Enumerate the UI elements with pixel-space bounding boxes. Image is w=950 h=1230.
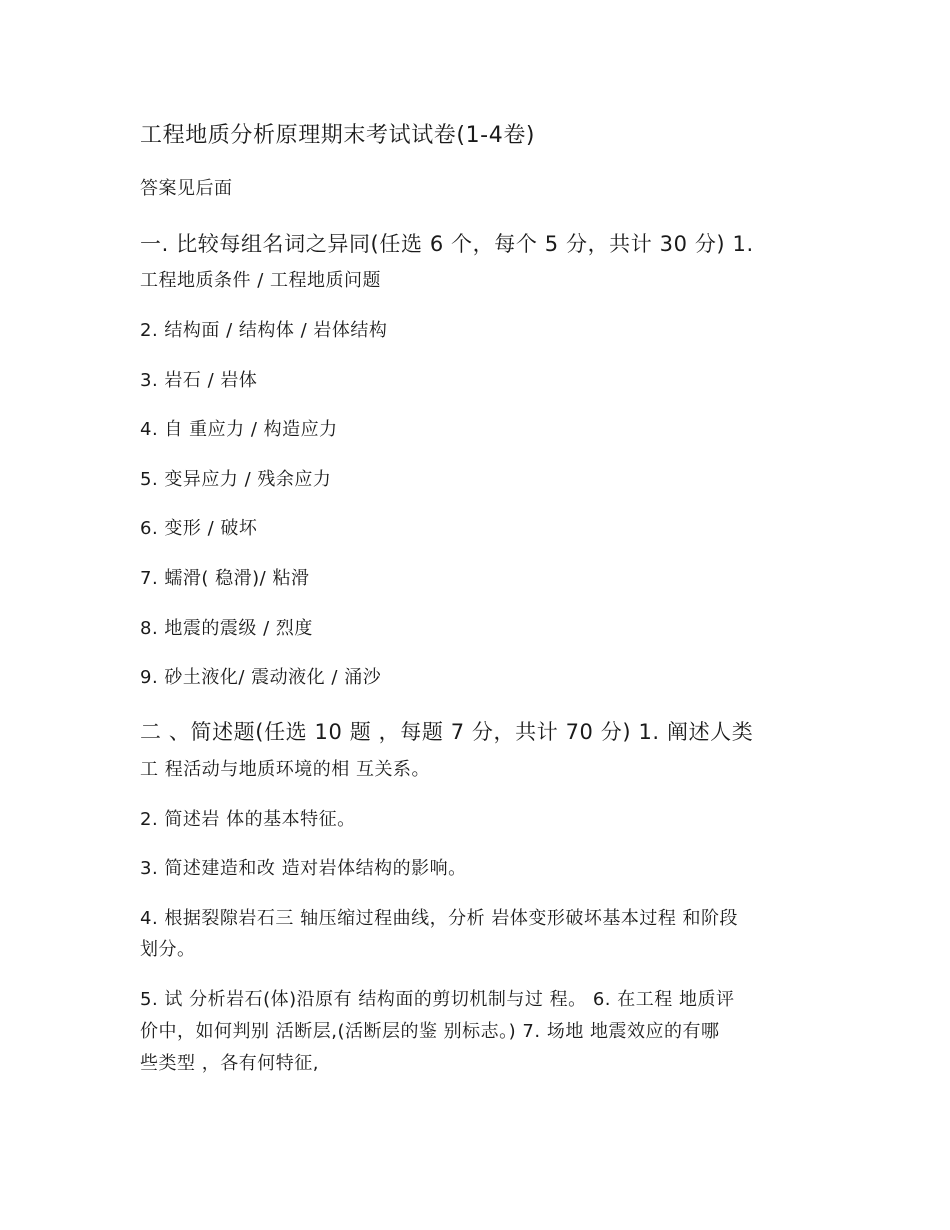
section1-item: 7. 蠕滑( 稳滑)/ 粘滑 — [140, 568, 310, 589]
section1-item: 8. 地震的震级 / 烈度 — [140, 618, 313, 639]
section1-item1-continuation: 工程地质条件 / 工程地质问题 — [140, 270, 382, 291]
section2-item: 2. 简述岩 体的基本特征。 — [140, 809, 356, 830]
answer-note: 答案见后面 — [140, 178, 233, 199]
section1-heading: 一. 比较每组名词之异同(任选 6 个，每个 5 分，共计 30 分) 1. — [140, 232, 754, 256]
page-title: 工程地质分析原理期末考试试卷(1-4卷) — [140, 123, 536, 148]
section1-item: 3. 岩石 / 岩体 — [140, 370, 258, 391]
section2-item: 3. 简述建造和改 造对岩体结构的影响。 — [140, 858, 467, 879]
section1-item: 4. 自 重应力 / 构造应力 — [140, 419, 338, 440]
section1-item: 2. 结构面 / 结构体 / 岩体结构 — [140, 320, 388, 341]
section2-item1-continuation: 工 程活动与地质环境的相 互关系。 — [140, 759, 430, 780]
section1-item: 5. 变异应力 / 残余应力 — [140, 469, 332, 490]
section2-item: 5. 试 分析岩石(体)沿原有 结构面的剪切机制与过 程。 6. 在工程 地质评 — [140, 989, 735, 1010]
section1-item: 9. 砂土液化/ 震动液化 / 涌沙 — [140, 667, 382, 688]
section2-item-continuation: 价中，如何判别 活断层,(活断层的鉴 别标志。) 7. 场地 地震效应的有哪 — [140, 1021, 720, 1042]
section2-item-continuation: 划分。 — [140, 939, 196, 960]
section2-item-continuation: 些类型 ，各有何特征, — [140, 1053, 319, 1074]
section1-item: 6. 变形 / 破坏 — [140, 518, 258, 539]
section2-heading: 二 、简述题(任选 10 题 ，每题 7 分，共计 70 分) 1. 阐述人类 — [140, 720, 754, 744]
section2-item: 4. 根据裂隙岩石三 轴压缩过程曲线，分析 岩体变形破坏基本过程 和阶段 — [140, 908, 739, 929]
